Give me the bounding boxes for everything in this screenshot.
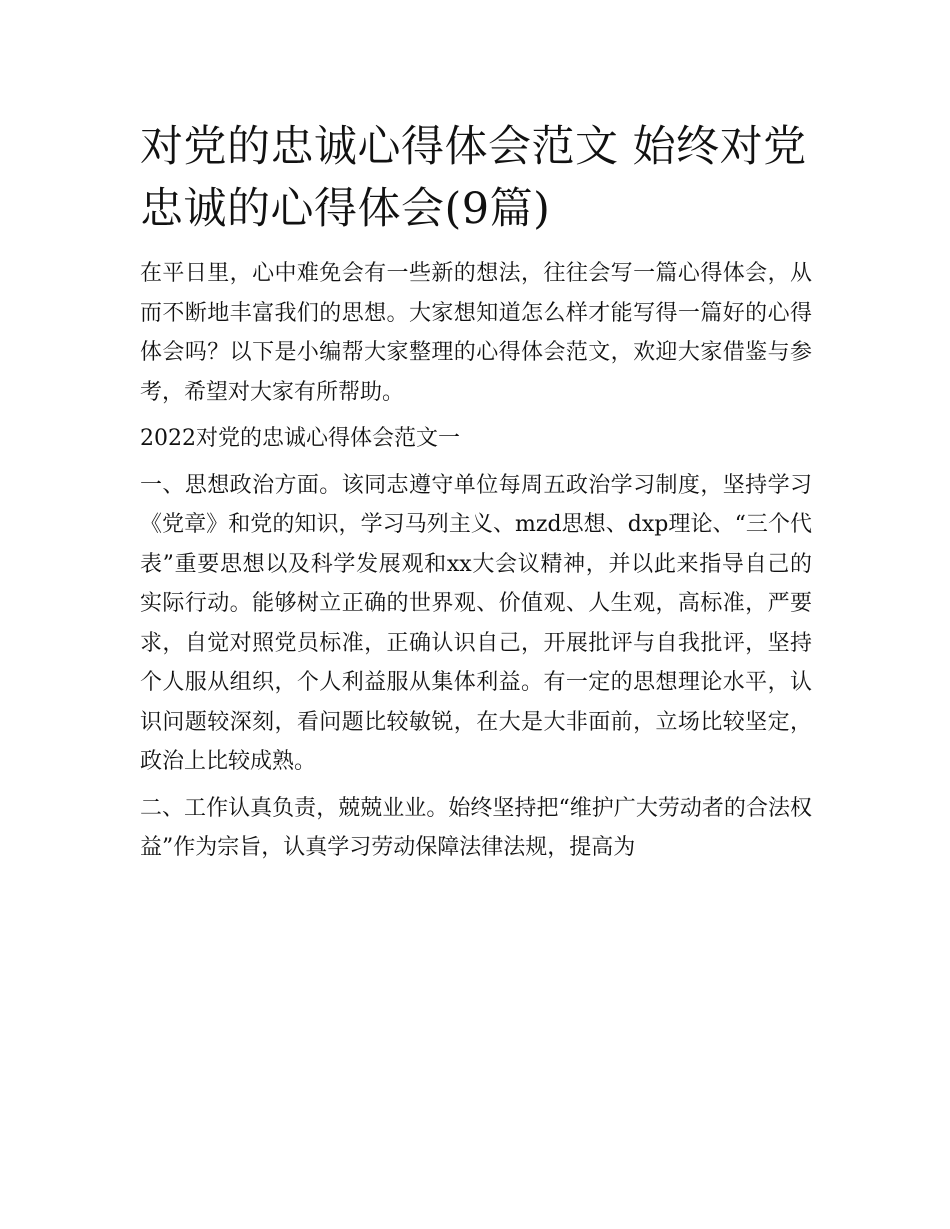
body-paragraph-1: 一、思想政治方面。该同志遵守单位每周五政治学习制度，坚持学习《党章》和党的知识，学习马列主义、mzd思想、dxp理论、“三个代表”重要思想以及科学发展观和xx大会议精神，并以此来指导自己的实际行动。能够树立正确的世界观、价值观、人生观，高标准，严要求，自觉对照党员标准，正确认识自己，开展批评与自我批评，坚持个人服从组织，个人利益服从集体利益。有一定的思想理论水平，认识问题较深刻，看问题比较敏锐，在大是大非面前，立场比较坚定，政治上比较成熟。: [140, 472, 812, 774]
intro-paragraph: 在平日里，心中难免会有一些新的想法，往往会写一篇心得体会，从而不断地丰富我们的思想。大家想知道怎么样才能写得一篇好的心得体会吗？以下是小编帮大家整理的心得体会范文，欢迎大家借鉴与参考，希望对大家有所帮助。: [140, 261, 812, 405]
document-body: [140, 116, 812, 875]
body-paragraph-2: 二、工作认真负责，兢兢业业。始终坚持把“维护广大劳动者的合法权益”作为宗旨，认真学习劳动保障法律法规，提高为: [140, 795, 812, 860]
section-heading: 2022对党的忠诚心得体会范文一: [140, 426, 460, 451]
document-title: 对党的忠诚心得体会范文 始终对党忠诚的心得体会(9篇): [140, 122, 807, 234]
